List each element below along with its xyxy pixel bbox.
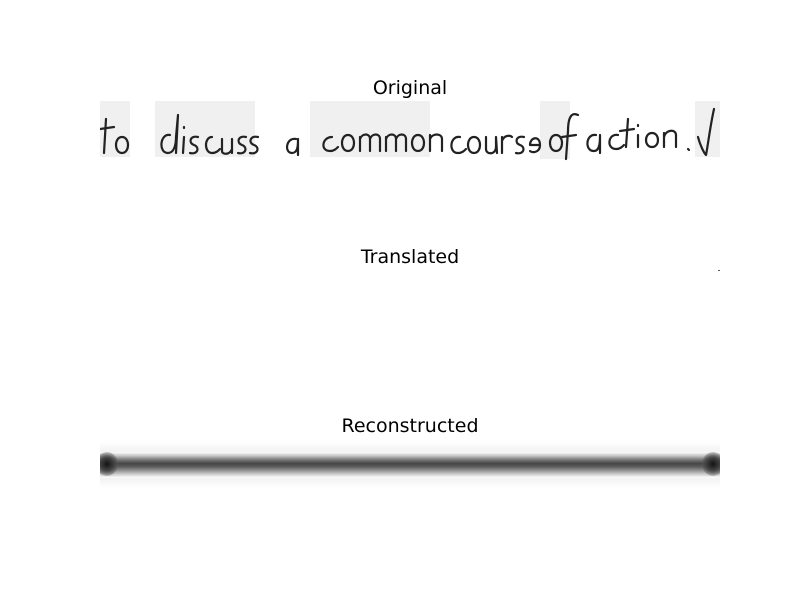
right-blob xyxy=(702,452,720,476)
reconstructed-title: Reconstructed xyxy=(341,415,479,437)
translated-image xyxy=(100,267,720,279)
original-title: Original xyxy=(372,77,448,99)
translated-pixel-dot xyxy=(718,270,720,271)
original-handwriting-image xyxy=(100,101,720,161)
blurred-stroke-band xyxy=(100,452,720,478)
translated-title: Translated xyxy=(360,246,460,268)
reconstructed-image xyxy=(100,442,720,488)
handwriting-ink xyxy=(100,101,720,161)
